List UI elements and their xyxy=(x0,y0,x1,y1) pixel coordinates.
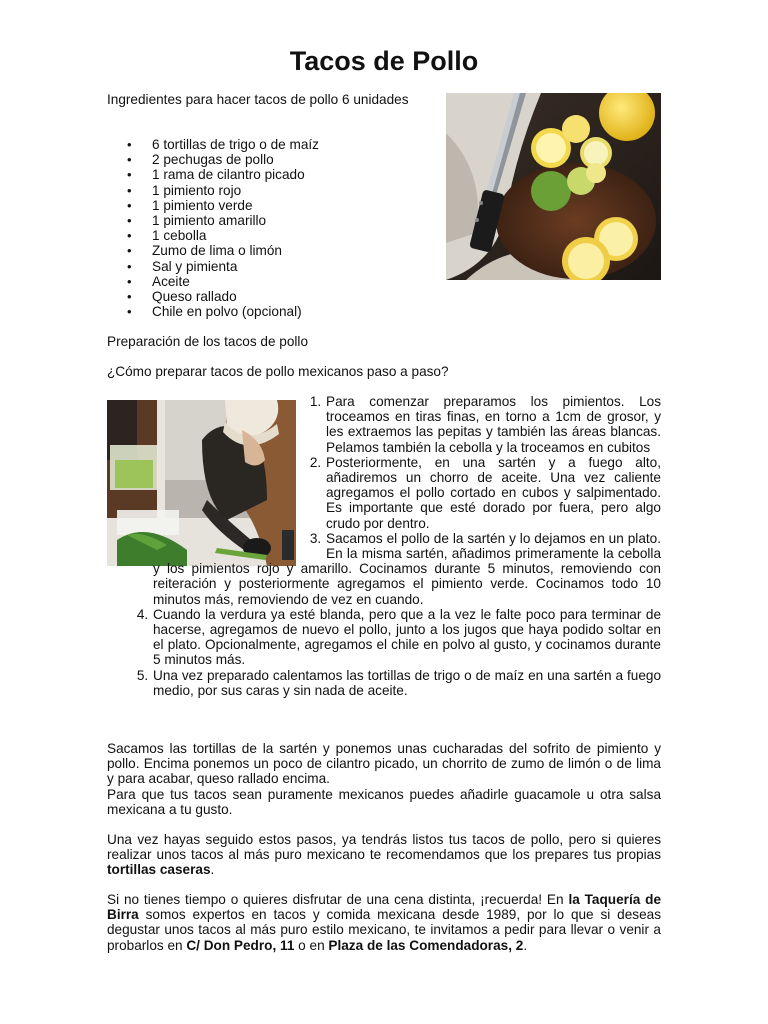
list-item: • 2 pechugas de pollo xyxy=(107,152,319,167)
question-text: ¿Cómo preparar tacos de pollo mexicanos paso a paso? xyxy=(107,364,449,379)
list-item: • Queso rallado xyxy=(107,289,319,304)
taqueria-name: la Taquería de Birra xyxy=(107,892,662,923)
promo-paragraph xyxy=(107,892,661,953)
address-don-pedro: C/ Don Pedro, 11 xyxy=(186,937,295,953)
list-item: 1. Para comenzar preparamos los pimientos. Los troceamos en tiras finas, en torno a 1cm de grosor, y les extraemos las pepitas y también las áreas blancas. Pelamos también la cebolla y la troceamos en cubitos xyxy=(152,394,661,455)
list-item: • 1 pimiento amarillo xyxy=(107,213,319,228)
tortillas-caseras-text: tortillas caseras xyxy=(107,862,211,878)
list-item: • Zumo de lima o limón xyxy=(107,243,319,258)
list-item: • 1 pimiento verde xyxy=(107,198,319,213)
promo-text-g: . xyxy=(523,937,528,953)
intro-text: Ingredientes para hacer tacos de pollo 6 unidades xyxy=(107,92,409,107)
list-item: 4. Cuando la verdura ya esté blanda, pero que a la vez le falte poco para terminar de hacerse, agregamos de nuevo el pollo, junto a los jugos que haya podido soltar en el plato. Opcionalmente, agregamos el chile en polvo al gusto, y cocinamos durante 5 minutos más. xyxy=(152,607,661,668)
list-item: • 1 rama de cilantro picado xyxy=(107,167,319,182)
closing-paragraph xyxy=(107,832,661,878)
list-item: • 1 pimiento rojo xyxy=(107,183,319,198)
ingredient-list xyxy=(107,137,319,319)
promo-text-e: o en xyxy=(294,937,329,953)
prep-heading: Preparación de los tacos de pollo xyxy=(107,334,309,349)
promo-text-c: somos expertos en tacos y comida mexicana desde 1989, por lo que si deseas degustar unos tacos al más puro estilo mexicano, te invitamos a pedir para llevar o venir a probarlos en xyxy=(107,907,661,953)
closing-end: . xyxy=(210,862,215,878)
list-item: • Aceite xyxy=(107,274,319,289)
closing-text: Una vez hayas seguido estos pasos, ya tendrás listos tus tacos de pollo, pero si quieres realizar unos tacos al más puro mexicano te recomendamos que los prepares tus propias xyxy=(107,832,661,863)
list-item: 3. Sacamos el pollo de la sartén y lo dejamos en un plato. En la misma sartén, añadimos primeramente la cebolla y los pimientos rojo y amarillo. Cocinamos durante 5 minutos, removiendo con reiteración y posteriormente agregamos el pimiento verde. Cocinamos todo 10 minutos más, removiendo de vez en cuando. xyxy=(152,531,661,607)
page-title: Tacos de Pollo xyxy=(289,46,479,76)
promo-text-a: Si no tienes tiempo o quieres disfrutar de una cena distinta, ¡recuerda! En xyxy=(107,892,569,907)
list-item: 5. Una vez preparado calentamos las tortillas de trigo o de maíz en una sartén a fuego medio, por sus caras y sin nada de aceite. xyxy=(152,668,661,698)
list-item: 2. Posteriormente, en una sartén y a fuego alto, añadiremos un chorro de aceite. Una vez caliente agregamos el pollo cortado en cubos y salpimentado. Es importante que esté dorado por fuera, pero algo crudo por dentro. xyxy=(152,455,661,531)
guacamole-paragraph: Para que tus tacos sean puramente mexicanos puedes añadirle guacamole u otra salsa mexicana a tu gusto. xyxy=(107,787,661,818)
list-item: • Sal y pimienta xyxy=(107,259,319,274)
lemons-knife-photo xyxy=(446,93,661,280)
address-comendadoras: Plaza de las Comendadoras, 2 xyxy=(328,937,524,953)
steps-section xyxy=(107,394,661,698)
serve-paragraph: Sacamos las tortillas de la sartén y ponemos unas cucharadas del sofrito de pimiento y pollo. Encima ponemos un poco de cilantro picado, un chorrito de zumo de limón o de lima y para acabar, queso rallado encima. xyxy=(107,741,661,787)
list-item: • Chile en polvo (opcional) xyxy=(107,304,319,319)
list-item: • 1 cebolla xyxy=(107,228,319,243)
list-item: • 6 tortillas de trigo o de maíz xyxy=(107,137,319,152)
